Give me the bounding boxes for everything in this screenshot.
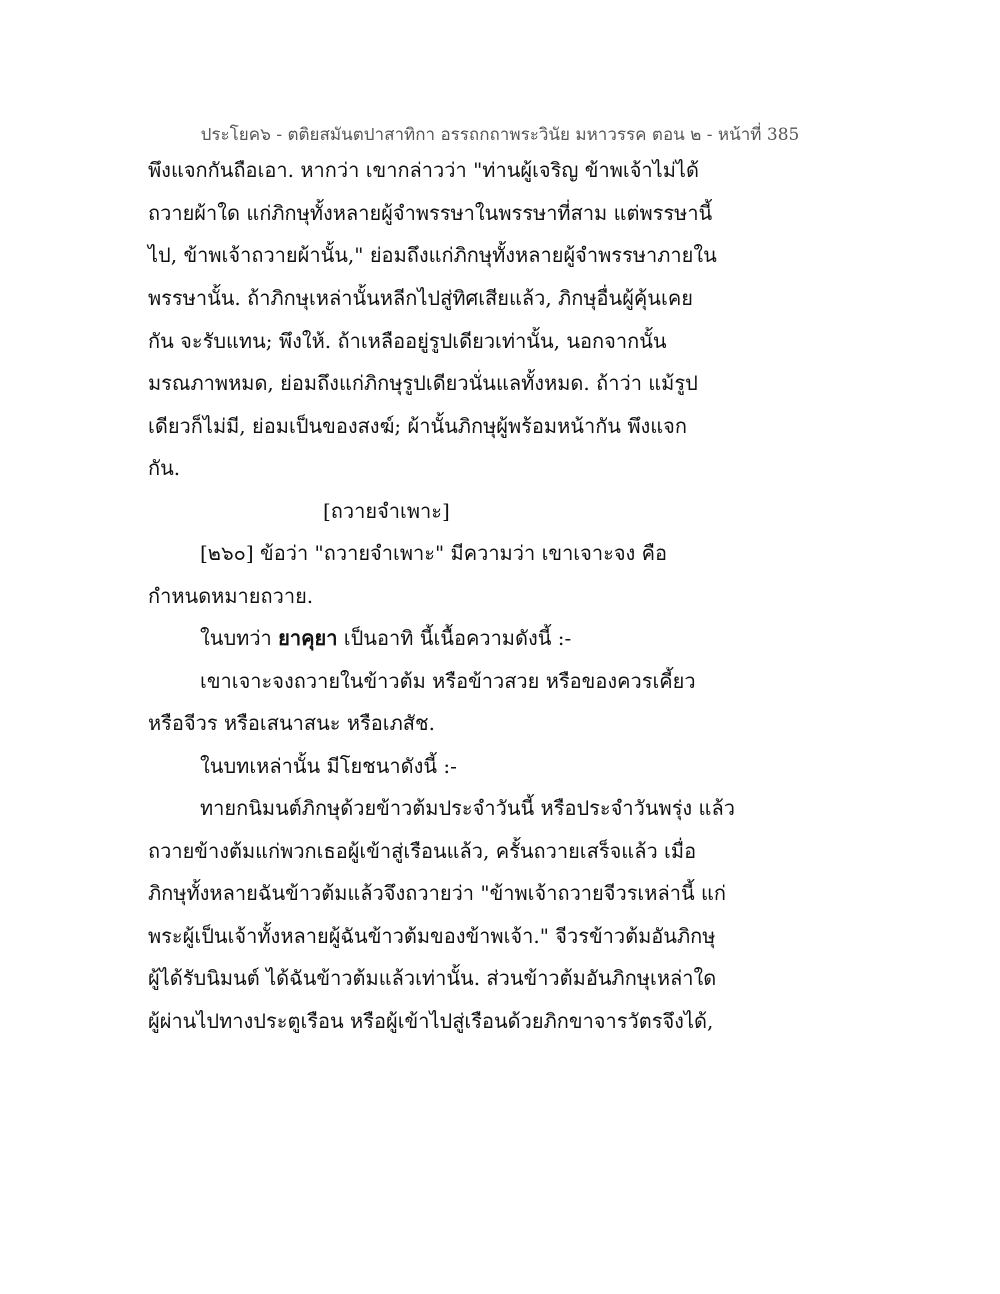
text-line: ถวายผ้าใด แก่ภิกษุทั้งหลายผู้จำพรรษาในพรรษาที่สาม แต่พรรษานี้: [148, 201, 713, 225]
text-line: พระผู้เป็นเจ้าทั้งหลายผู้ฉันข้าวต้มของข้าพเจ้า." จีวรข้าวต้มอันภิกษุ: [148, 924, 716, 948]
text-line: ทายกนิมนต์ภิกษุด้วยข้าวต้มประจำวันนี้ หรือประจำวันพรุ่ง แล้ว: [200, 796, 735, 820]
text-line: มรณภาพหมด, ย่อมถึงแก่ภิกษุรูปเดียวนั่นแลทั้งหมด. ถ้าว่า แม้รูป: [148, 371, 698, 395]
text-span: เป็นอาทิ นี้เนื้อความดังนี้ :-: [337, 626, 572, 650]
text-line: [๒๖๐] ข้อว่า "ถวายจำเพาะ" มีความว่า เขาเจาะจง คือ: [200, 541, 668, 565]
text-line: เดียวก็ไม่มี, ย่อมเป็นของสงฆ์; ผ้านั้นภิกษุผู้พร้อมหน้ากัน พึงแจก: [148, 414, 688, 438]
text-line: เขาเจาะจงถวายในข้าวต้ม หรือข้าวสวย หรือของควรเคี้ยว: [200, 669, 696, 693]
text-line: ไป, ข้าพเจ้าถวายผ้านั้น," ย่อมถึงแก่ภิกษุทั้งหลายผู้จำพรรษาภายใน: [148, 243, 717, 267]
text-line: หรือจีวร หรือเสนาสนะ หรือเภสัช.: [148, 711, 435, 735]
text-line: ภิกษุทั้งหลายฉันข้าวต้มแล้วจึงถวายว่า "ข้าพเจ้าถวายจีวรเหล่านี้ แก่: [148, 881, 726, 905]
text-line: ถวายข้างต้มแก่พวกเธอผู้เข้าสู่เรือนแล้ว, ครั้นถวายเสร็จแล้ว เมื่อ: [148, 839, 697, 863]
text-line: ผู้ผ่านไปทางประตูเรือน หรือผู้เข้าไปสู่เรือนด้วยภิกขาจารวัตรจึงได้,: [148, 1009, 714, 1033]
bold-term: ยาคุยา: [278, 626, 338, 650]
text-line: [200, 623, 571, 653]
text-line: พรรษานั้น. ถ้าภิกษุเหล่านั้นหลีกไปสู่ทิศเสียแล้ว, ภิกษุอื่นผู้คุ้นเคย: [148, 286, 693, 310]
text-line: ผู้ได้รับนิมนต์ ได้ฉันข้าวต้มแล้วเท่านั้น. ส่วนข้าวต้มอันภิกษุเหล่าใด: [148, 966, 717, 990]
text-line: กัน จะรับแทน; พึงให้. ถ้าเหลืออยู่รูปเดียวเท่านั้น, นอกจากนั้น: [148, 329, 667, 353]
text-line: กัน.: [148, 456, 181, 480]
text-line: พึงแจกกันถือเอา. หากว่า เขากล่าวว่า "ท่านผู้เจริญ ข้าพเจ้าไม่ได้: [148, 158, 699, 182]
section-heading: [ถวายจำเพาะ]: [323, 499, 450, 523]
text-span: ในบทว่า: [200, 626, 279, 650]
text-line: กำหนดหมายถวาย.: [148, 584, 314, 608]
text-line: ในบทเหล่านั้น มีโยชนาดังนี้ :-: [200, 754, 457, 778]
running-header: ประโยค๖ - ตติยสมันตปาสาทิกา อรรถกถาพระวินัย มหาวรรค ตอน ๒ - หน้าที่ 385: [200, 125, 800, 145]
